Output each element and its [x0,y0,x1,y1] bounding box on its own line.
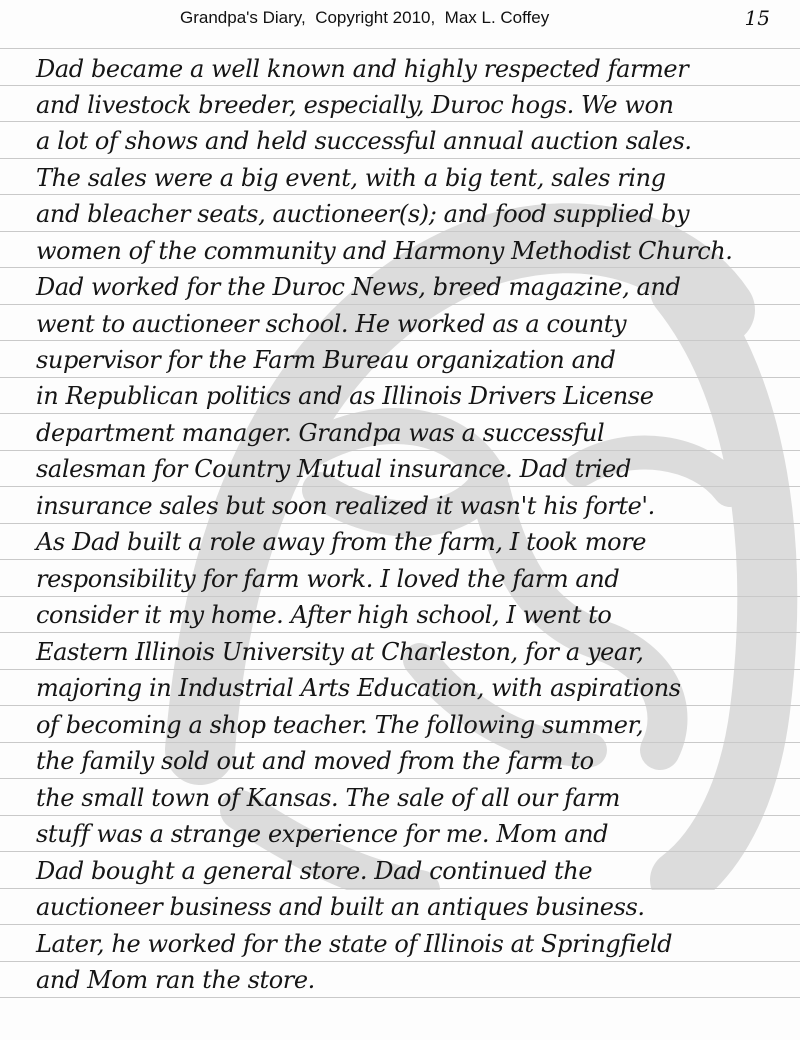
text-line: Dad worked for the Duroc News, breed magazine, and [36,273,681,301]
text-line: Later, he worked for the state of Illinois at Springfield [36,930,673,958]
text-line: of becoming a shop teacher. The following summer, [36,711,644,739]
text-line: supervisor for the Farm Bureau organization and [36,346,616,374]
text-line: and livestock breeder, especially, Duroc hogs. We won [36,91,674,119]
text-line: the family sold out and moved from the farm to [36,747,594,775]
text-line: the small town of Kansas. The sale of all our farm [36,784,620,812]
text-line: and Mom ran the store. [36,966,315,994]
text-line: consider it my home. After high school, I went to [36,601,612,629]
text-line: The sales were a big event, with a big tent, sales ring [36,164,666,192]
text-line: salesman for Country Mutual insurance. Dad tried [36,455,631,483]
text-line: majoring in Industrial Arts Education, with aspirations [36,674,681,702]
text-line: Dad bought a general store. Dad continued the [36,857,593,885]
page-number: 15 [744,6,770,30]
text-line: insurance sales but soon realized it wasn't his forte'. [36,492,655,520]
text-line: responsibility for farm work. I loved the farm and [36,565,620,593]
text-line: and bleacher seats, auctioneer(s); and food supplied by [36,200,690,228]
text-line: in Republican politics and as Illinois Drivers License [36,382,654,410]
diary-title: Grandpa's Diary, Copyright 2010, Max L. Coffey [180,8,550,27]
text-line: a lot of shows and held successful annual auction sales. [36,127,692,155]
text-line: Eastern Illinois University at Charleston, for a year, [36,638,644,666]
text-line: As Dad built a role away from the farm, I took more [36,528,647,556]
text-line: Dad became a well known and highly respected farmer [36,55,689,83]
text-line: department manager. Grandpa was a successful [36,419,605,447]
text-line: women of the community and Harmony Methodist Church. [36,237,733,265]
text-line: stuff was a strange experience for me. Mom and [36,820,609,848]
text-line: went to auctioneer school. He worked as a county [36,310,627,338]
text-line: auctioneer business and built an antiques business. [36,893,645,921]
